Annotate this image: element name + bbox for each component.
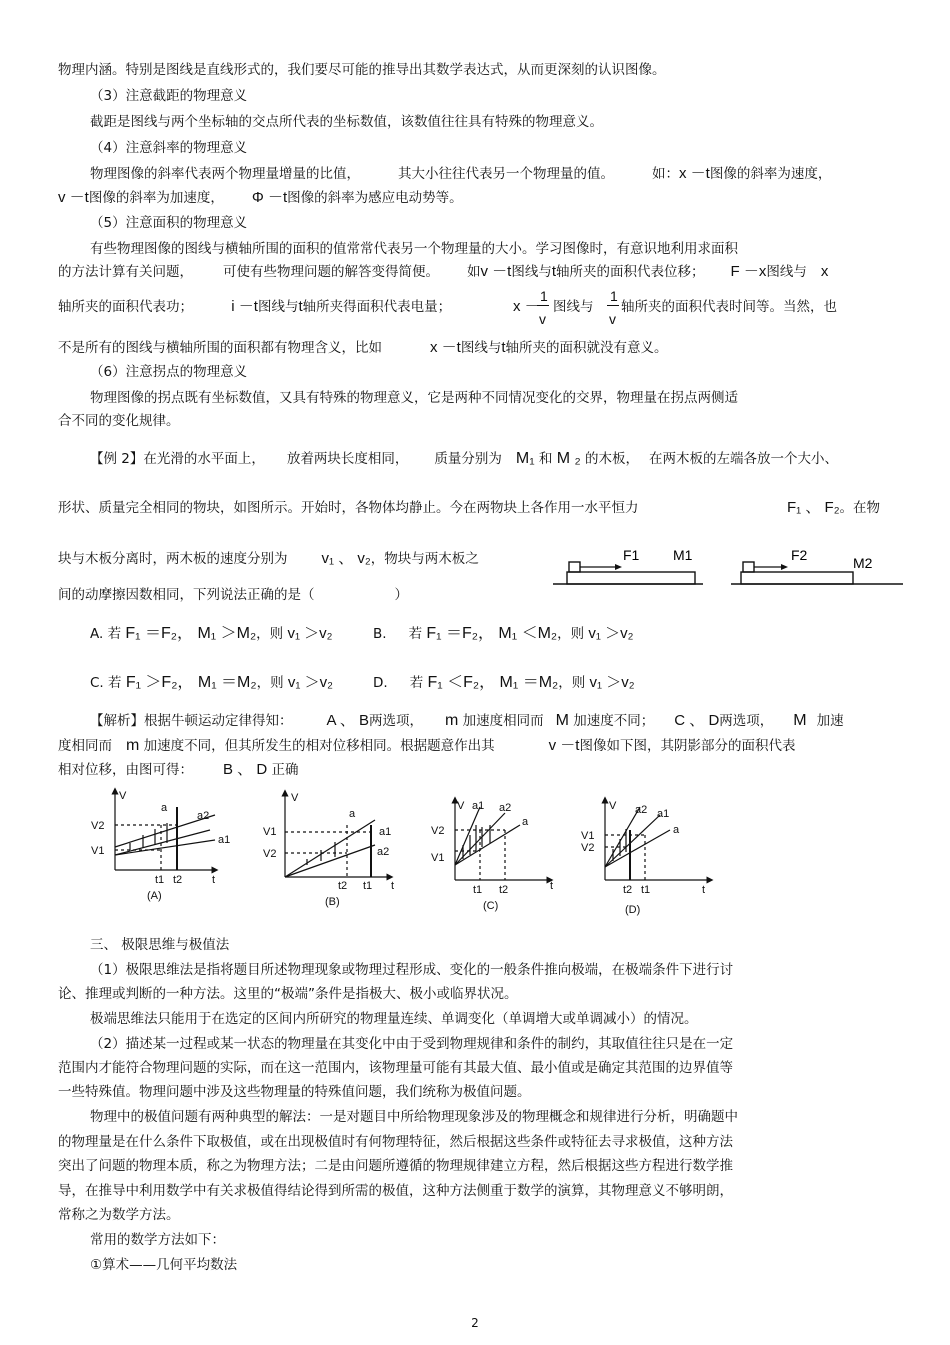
label-v: V <box>609 800 617 812</box>
text-span: ，物块与两木板之 <box>370 551 479 567</box>
paragraph-line <box>58 263 828 281</box>
caption-a: (A) <box>147 890 162 902</box>
paragraph-line: 物理中的极值问题有两种典型的解法：一是对题目中所给物理现象涉及的物理概念和规律进行分析，明确题中 <box>90 1109 738 1125</box>
text-span: 图像的斜率为加速度， <box>88 190 224 206</box>
text-span: 若 <box>408 626 423 642</box>
label-F1: F1 <box>623 547 640 563</box>
math-span: A 、 B <box>326 712 370 729</box>
text-span: ，则 <box>256 626 284 642</box>
math-span: x － <box>513 298 540 315</box>
math-span: v₁ 、 v₂ <box>321 550 371 567</box>
text-span: ） <box>394 587 408 603</box>
option-d <box>373 674 635 692</box>
paragraph-line: 范围内才能符合物理问题的实际，而在这一范围内，该物理量可能有其最大值、最小值或是确定其范围的边界值等 <box>58 1060 733 1076</box>
text-span: 在两木板的左端各放一个大小、 <box>649 451 838 467</box>
text-span: 图线与 <box>460 340 502 356</box>
heading-slope: （4）注意斜率的物理意义 <box>90 140 248 156</box>
label-a: a <box>161 802 168 814</box>
math-span: v₁ ＞v₂ <box>589 674 635 691</box>
paragraph-line: 突出了问题的物理本质，称之为物理方法；二是由问题所遵循的物理规律建立方程，然后根据这些方程进行数学推 <box>58 1158 733 1174</box>
label-v: V <box>457 800 465 812</box>
label-a2: a2 <box>197 810 210 822</box>
caption-d: (D) <box>625 904 641 916</box>
text-span: 不是所有的图线与横轴所围的面积都有物理含义，比如 <box>58 340 382 356</box>
label-v2: V2 <box>581 842 595 854</box>
text-span: 加速度不同； <box>573 713 655 729</box>
text-span: 其大小往往代表另一个物理量的值。 <box>398 166 614 182</box>
line-a1 <box>285 845 375 877</box>
paragraph-line: （1）极限思维法是指将题目所述物理现象或物理过程形成、变化的一般条件推向极端，在极端条件下进行讨 <box>90 962 734 978</box>
math-span: M <box>555 712 569 729</box>
text-span: 两选项， <box>369 713 424 729</box>
arrowhead-icon <box>781 564 788 570</box>
math-span: x －t <box>430 339 461 356</box>
math-span: F₁ 、 F₂ <box>787 499 840 516</box>
label-a2: a2 <box>377 846 390 858</box>
math-span: v₁ ＞v₂ <box>588 625 634 642</box>
math-span: v －t <box>58 189 89 206</box>
text-span: 【解析】根据牛顿运动定律得知： <box>90 713 293 729</box>
paragraph-line: 的物理量是在什么条件下取极值，或在出现极值时有何物理特征，然后根据这些条件或特征去寻求极值，这种方法 <box>58 1134 733 1150</box>
label-a2: a2 <box>499 802 512 814</box>
math-span: F －x <box>730 263 767 280</box>
text-span: 图像的斜率为感应电动势等。 <box>287 190 463 206</box>
label-t: t <box>212 874 216 886</box>
label-v2: V2 <box>431 825 445 837</box>
text-span: 的方法计算有关问题， <box>58 264 193 280</box>
text-span: 轴所夹的面积就没有意义。 <box>505 340 668 356</box>
text-span: 图线与 <box>257 299 299 315</box>
arrowhead-icon <box>615 564 622 570</box>
paragraph-line: 极端思维法只能用于在选定的区间内所研究的物理量连续、单调变化（单调增大或单调减小）的情况。 <box>90 1011 698 1027</box>
block-1 <box>569 562 580 572</box>
text-span: ，则 <box>256 675 284 691</box>
text-span: 物理图像的斜率代表两个物理量增量的比值， <box>90 166 360 182</box>
text-span: 轴所夹的面积代表时间等。当然，也 <box>621 299 837 315</box>
text-span: D. <box>373 675 388 691</box>
heading-inflection: （6）注意拐点的物理意义 <box>90 364 248 380</box>
text-span: 质量分别为 <box>434 451 502 467</box>
label-a: a <box>522 816 529 828</box>
label-v1: V1 <box>91 845 105 857</box>
text-span: 加速度不同，但其所发生的相对位移相同。根据题意作出其 <box>143 738 495 754</box>
text-span: 图像的斜率为速度， <box>709 166 832 182</box>
fraction-bar <box>607 305 619 306</box>
text-span: 轴所夹的面积代表功； <box>58 299 193 315</box>
heading-area: （5）注意面积的物理意义 <box>90 215 248 231</box>
text-span: 度相同而 <box>58 738 112 754</box>
example-line <box>58 586 408 604</box>
math-span: i －t <box>231 298 258 315</box>
label-t1: t1 <box>641 884 651 896</box>
math-span: m <box>126 737 140 754</box>
label-t: t <box>702 884 706 896</box>
label-F2: F2 <box>791 547 808 563</box>
label-M1: M1 <box>673 547 693 563</box>
text-span: 轴所夹得面积代表电量； <box>302 299 452 315</box>
text-span: 图线与 <box>511 264 552 280</box>
paragraph-line: 有些物理图像的图线与横轴所围的面积的值常常代表另一个物理量的大小。学习图像时，有意识地利用求面积 <box>90 241 738 257</box>
line-a2 <box>605 807 640 867</box>
text-span: 放着两块长度相同， <box>286 451 409 467</box>
math-span: F₁ ＝F₂， M₁ ＜M₂ <box>426 625 558 642</box>
label-v2: V2 <box>263 848 277 860</box>
label-M2: M2 <box>853 555 873 571</box>
text-span: 如 <box>467 264 481 280</box>
block-2 <box>743 562 754 572</box>
fraction-denominator: v <box>539 311 546 327</box>
paragraph-line: 常用的数学方法如下： <box>90 1232 225 1248</box>
text-span: 加速 <box>816 713 844 729</box>
analysis-line <box>90 712 844 730</box>
section-title: 三、 极限思维与极值法 <box>90 937 230 953</box>
math-span: F₁ ＜F₂， M₁ ＝M₂ <box>427 674 559 691</box>
math-span: t <box>551 263 557 280</box>
line-a <box>285 820 375 877</box>
text-span: 图线与 <box>553 299 594 315</box>
text-span: 加速度相同而 <box>462 713 544 729</box>
paragraph-line: （2）描述某一过程或某一状态的物理量在其变化中由于受到物理规律和条件的制约，其取值往往只是在一定 <box>90 1036 734 1052</box>
text-span: 如： <box>652 166 679 182</box>
math-span: m <box>445 712 459 729</box>
text-span: 若 <box>409 675 424 691</box>
label-a: a <box>349 808 356 820</box>
board-m2 <box>741 572 853 584</box>
label-v: V <box>291 792 299 804</box>
caption-c: (C) <box>483 900 499 912</box>
text-span: 两选项， <box>719 713 774 729</box>
option-a <box>90 625 333 643</box>
label-t2: t2 <box>499 884 509 896</box>
text-span: 轴所夹的面积代表位移； <box>556 264 705 280</box>
text-span: 图像如下图，其阴影部分的面积代表 <box>579 738 796 754</box>
text-span: ，则 <box>557 626 585 642</box>
paragraph-line <box>58 189 463 207</box>
math-span: x <box>820 263 829 280</box>
label-a1: a1 <box>218 834 231 846</box>
paragraph-line: 截距是图线与两个坐标轴的交点所代表的坐标数值，该数值往往具有特殊的物理意义。 <box>90 114 603 130</box>
math-span: B 、 D <box>223 761 268 778</box>
paragraph-line: ①算术——几何平均数法 <box>90 1257 238 1273</box>
fraction-numerator: 1 <box>540 288 548 304</box>
math-span: t <box>501 339 506 356</box>
math-span: M <box>793 712 807 729</box>
label-v1: V1 <box>431 852 445 864</box>
caption-b: (B) <box>325 896 340 908</box>
math-span: F₁ ＝F₂， M₁ ＞M₂ <box>125 625 257 642</box>
text-span: C. 若 <box>90 675 122 691</box>
text-span: 和 <box>538 451 553 467</box>
text-span: A. 若 <box>90 626 122 642</box>
text-span: B. <box>373 626 387 642</box>
example-line: 形状、质量完全相同的物块，如图所示。开始时，各物体均静止。今在两物块上各作用一水平恒力 <box>58 500 639 516</box>
label-v: V <box>119 790 127 802</box>
paragraph-line <box>58 298 451 316</box>
math-span: x －t <box>679 165 710 182</box>
text-span: 间的动摩擦因数相同，下列说法正确的是（ <box>58 587 315 603</box>
paragraph-line: 常称之为数学方法。 <box>58 1207 180 1223</box>
board-m1 <box>567 572 695 584</box>
math-span: Φ －t <box>251 189 288 206</box>
paragraph-line: 导，在推导中利用数学中有关求极值得结论得到所需的极值，这种方法侧重于数学的演算，其物理意义不够明朗， <box>58 1183 733 1199</box>
math-span: M ₂ <box>556 450 581 467</box>
fraction-bar <box>537 305 549 306</box>
text-span: 图线与 <box>766 264 807 280</box>
paragraph-line <box>90 165 831 183</box>
label-t1: t1 <box>473 884 483 896</box>
math-span: C 、 D <box>674 712 720 729</box>
math-span: t <box>298 298 303 315</box>
paragraph-line: 论、推理或判断的一种方法。这里的“极端”条件是指极大、极小或临界状况。 <box>58 986 518 1002</box>
paragraph-line <box>58 339 668 357</box>
text-span: 可使有些物理问题的解答变得简便。 <box>223 264 439 280</box>
graph-b <box>285 793 390 877</box>
option-c <box>90 674 333 692</box>
analysis-line <box>58 737 795 755</box>
label-t2: t2 <box>623 884 633 896</box>
fraction-expr <box>513 298 540 316</box>
label-a1: a1 <box>657 808 670 820</box>
text-span: 正确 <box>271 762 299 778</box>
label-a: a <box>673 824 680 836</box>
text-span: 的木板， <box>585 451 639 467</box>
label-t2: t2 <box>173 874 183 886</box>
label-t1: t1 <box>363 880 373 892</box>
label-a1: a1 <box>379 826 392 838</box>
fraction-denominator: v <box>609 311 616 327</box>
label-v2: V2 <box>91 820 105 832</box>
heading-intercept: （3）注意截距的物理意义 <box>90 88 248 104</box>
boards-figure <box>553 540 913 590</box>
page-number: 2 <box>471 1316 479 1330</box>
paragraph-line: 物理图像的拐点既有坐标数值，又具有特殊的物理意义，它是两种不同情况变化的交界，物理量在拐点两侧适 <box>90 390 738 406</box>
math-span: v －t <box>548 737 580 754</box>
math-span: v －t <box>480 263 512 280</box>
label-v1: V1 <box>581 830 595 842</box>
text-span: ，则 <box>558 675 586 691</box>
math-span: M₁ <box>515 450 535 467</box>
paragraph-line: 物理内涵。特别是图线是直线形式的，我们要尽可能的推导出其数学表达式，从而更深刻的认识图像。 <box>58 62 666 78</box>
math-span: v₁ ＞v₂ <box>287 625 333 642</box>
label-t: t <box>391 880 395 892</box>
paragraph-line: 合不同的变化规律。 <box>58 413 180 429</box>
text-span: 【例 2】在光滑的水平面上， <box>90 451 265 467</box>
text-span: 块与木板分离时，两木板的速度分别为 <box>58 551 288 567</box>
label-a2: a2 <box>635 804 648 816</box>
label-a1: a1 <box>472 800 485 812</box>
text-span: 相对位移，由图可得： <box>58 762 193 778</box>
paragraph-line: 一些特殊值。物理问题中涉及这些物理量的特殊值问题，我们统称为极值问题。 <box>58 1084 531 1100</box>
example-line <box>787 499 880 517</box>
math-span: v₁ ＞v₂ <box>287 674 333 691</box>
label-t2: t2 <box>338 880 348 892</box>
text-span: 。在物 <box>839 500 881 516</box>
example-line <box>90 450 838 468</box>
vt-graphs <box>85 785 725 920</box>
example-line <box>58 550 479 568</box>
label-t: t <box>550 880 554 892</box>
analysis-line <box>58 761 298 779</box>
option-b <box>373 625 633 643</box>
math-span: F₁ ＞F₂， M₁ ＝M₂ <box>125 674 257 691</box>
label-v1: V1 <box>263 826 277 838</box>
fraction-numerator: 1 <box>610 288 618 304</box>
label-t1: t1 <box>155 874 165 886</box>
